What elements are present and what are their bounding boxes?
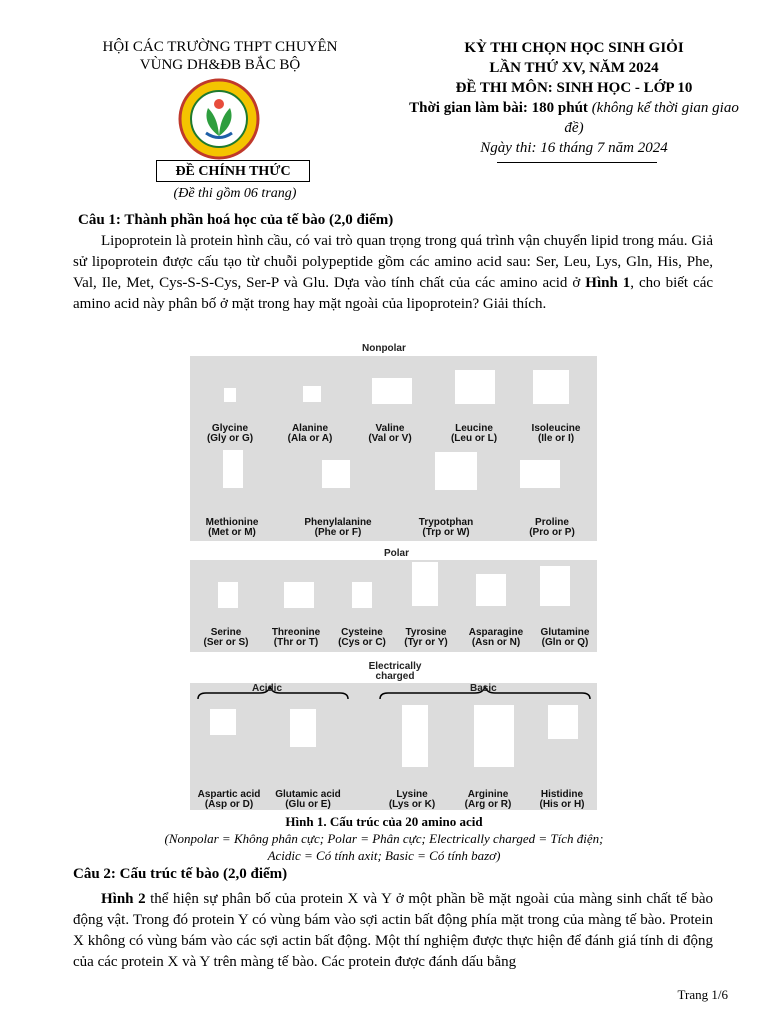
pages-note: (Đề thi gồm 06 trang) — [173, 186, 297, 201]
isoleucine-sidechain — [533, 370, 569, 404]
aa-isoleucine: Isoleucine (Ile or I) — [531, 423, 581, 444]
acidic-label: Acidic — [252, 683, 283, 694]
polar-panel — [190, 560, 597, 652]
aa-cysteine: Cysteine (Cys or C) — [338, 627, 386, 648]
lysine-sidechain — [402, 705, 428, 767]
figure-caption-title: Hình 1. Cấu trúc của 20 amino acid — [285, 814, 483, 829]
charged-title-2: charged — [375, 671, 415, 682]
figure-caption-line-2: Acidic = Có tính axit; Basic = Có tính bazơ) — [267, 848, 501, 863]
aa-arginine: Arginine (Arg or R) — [464, 789, 512, 810]
aa-lysine: Lysine (Lys or K) — [388, 789, 436, 810]
tyrosine-sidechain — [412, 562, 438, 606]
nonpolar-title: Nonpolar — [362, 343, 406, 354]
q2-paragraph — [73, 889, 713, 973]
q1-figure-ref: Hình 1 — [585, 275, 631, 291]
aa-methionine: Methionine (Met or M) — [205, 517, 259, 538]
aa-glycine: Glycine (Gly or G) — [206, 423, 254, 444]
aa-serine: Serine (Ser or S) — [203, 627, 249, 648]
aa-phenylalanine: Phenylalanine (Phe or F) — [304, 517, 372, 538]
aa-asparagine: Asparagine (Asn or N) — [468, 627, 524, 648]
exam-edition: LẦN THỨ XV, NĂM 2024 — [489, 60, 659, 76]
charged-title — [350, 662, 440, 682]
exam-time — [382, 98, 766, 118]
aa-tryptophan: Trypotphan (Trp or W) — [418, 517, 474, 538]
polar-title: Polar — [384, 548, 410, 559]
aa-proline: Proline (Pro or P) — [529, 517, 575, 538]
methionine-sidechain — [223, 450, 243, 488]
organizer-line-1: HỘI CÁC TRƯỜNG THPT CHUYÊN — [102, 39, 338, 55]
q2-text: thể hiện sự phân bố của protein X và Y ở một phần bề mặt ngoài của màng sinh chất tế bào động vật. Trong đó protein Y có vùng bám vào sợi actin bất động phía mặt trong của màng tế bào. Protein X không có vùng bám vào các sợi actin bất động. Một thí nghiệm được thực hiện để đánh giá tính di động của các protein X và Y trên màng tế bào. Các protein được đánh dấu bằng — [73, 891, 713, 970]
phenylalanine-sidechain — [322, 460, 350, 488]
exam-time-note: (không kể thời gian giao — [591, 100, 739, 116]
q1-title: Câu 1: Thành phần hoá học của tế bào (2,0 điểm) — [78, 212, 394, 228]
school-logo — [178, 78, 260, 160]
tryptophan-sidechain — [435, 452, 477, 490]
aa-threonine: Threonine (Thr or T) — [271, 627, 321, 648]
aa-alanine: Alanine (Ala or A) — [287, 423, 333, 444]
glycine-sidechain — [224, 388, 236, 402]
serine-sidechain — [218, 582, 238, 608]
cysteine-sidechain — [352, 582, 372, 608]
q1-text: Lipoprotein là protein hình cầu, có vai trò quan trọng trong quá trình vận chuyển lipid trong máu. Giả sử lipoprotein được cấu tạo từ chuỗi polypeptide gồm các amino acid sau: Ser, Leu, Lys, Gln, His, Phe, Val, Ile, Met, Cys-S-S-Cys, Ser-P và Glu. Dựa vào tính chất của các amino acid ở — [73, 233, 713, 291]
charged-panel — [190, 683, 597, 810]
aa-glutamic-acid: Glutamic acid (Glu or E) — [275, 789, 341, 810]
asparagine-sidechain — [476, 574, 506, 606]
aa-leucine: Leucine (Leu or L) — [450, 423, 498, 444]
alanine-sidechain — [303, 386, 321, 402]
aspartate-sidechain — [210, 709, 236, 735]
exam-name: KỲ THI CHỌN HỌC SINH GIỎI — [464, 40, 684, 56]
basic-label: Basic — [470, 683, 497, 694]
figure-caption-line-1: (Nonpolar = Không phân cực; Polar = Phân cực; Electrically charged = Tích điện; — [164, 831, 604, 846]
arginine-sidechain — [474, 705, 514, 767]
glutamate-sidechain — [290, 709, 316, 747]
valine-sidechain — [372, 378, 412, 404]
nonpolar-panel — [190, 356, 597, 541]
aa-histidine: Histidine (His or H) — [539, 789, 585, 810]
exam-time-bold: Thời gian làm bài: 180 phút — [409, 100, 588, 116]
histidine-sidechain — [548, 705, 578, 739]
charged-title-1: Electrically — [368, 661, 422, 672]
q1-text-end: , cho biết các amino acid này phân bố ở mặt trong hay mặt ngoài của lipoprotein? Giải thích. — [73, 275, 714, 312]
organizer-line-2: VÙNG DH&ĐB BẮC BỘ — [139, 57, 301, 73]
exam-subject: ĐỀ THI MÔN: SINH HỌC - LỚP 10 — [455, 80, 693, 96]
q2-title: Câu 2: Cấu trúc tế bào (2,0 điểm) — [73, 866, 288, 882]
organizer-block — [70, 38, 370, 74]
page-number: Trang 1/6 — [677, 987, 728, 1002]
q2-figure-ref: Hình 2 — [101, 891, 146, 907]
leucine-sidechain — [455, 370, 495, 404]
threonine-sidechain — [284, 582, 314, 608]
aa-glutamine: Glutamine (Gln or Q) — [540, 627, 590, 648]
aa-aspartic-acid: Aspartic acid (Asp or D) — [197, 789, 261, 810]
aa-tyrosine: Tyrosine (Tyr or Y) — [404, 627, 448, 648]
date-underline — [497, 162, 657, 163]
exam-date: Ngày thi: 16 tháng 7 năm 2024 — [480, 140, 668, 156]
exam-time-note-2: đề) — [564, 120, 584, 136]
aa-valine: Valine (Val or V) — [368, 423, 412, 444]
glutamine-sidechain — [540, 566, 570, 606]
exam-info-block — [382, 38, 766, 158]
proline-sidechain — [520, 460, 560, 488]
q1-paragraph — [73, 231, 713, 315]
official-label: ĐỀ CHÍNH THỨC — [156, 160, 310, 182]
